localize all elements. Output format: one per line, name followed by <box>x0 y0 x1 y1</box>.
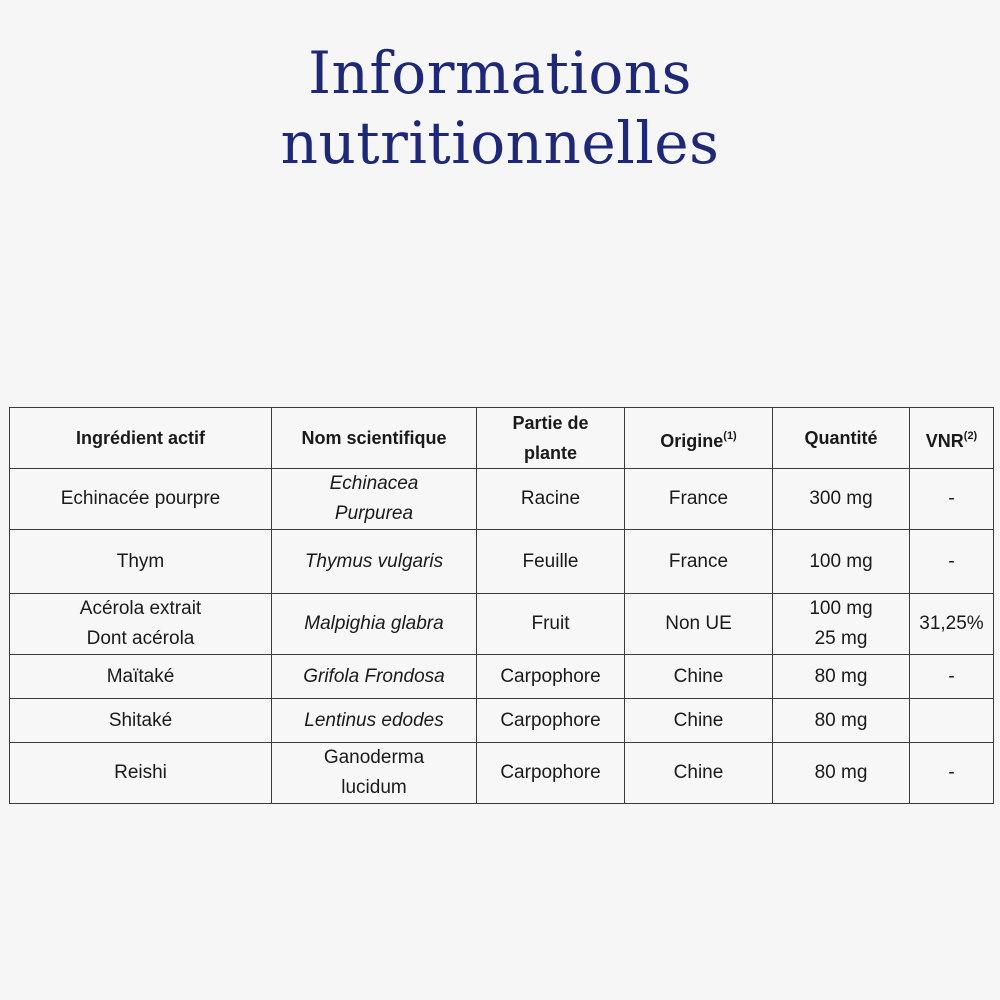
header-plant-part-line-2: plante <box>523 443 577 463</box>
header-plant-part-line-1: Partie de <box>512 413 589 433</box>
cell-origin: Non UE <box>625 594 773 655</box>
title-line-2: nutritionnelles <box>280 109 720 177</box>
cell-origin: France <box>625 469 773 530</box>
cell-vnr: 31,25% <box>910 594 994 655</box>
cell-ingredient-line-2: Dont acérola <box>86 628 195 649</box>
cell-ingredient <box>10 469 272 530</box>
cell-scientific-name: Thymus vulgaris <box>272 530 477 594</box>
cell-plant-part: Racine <box>477 469 625 530</box>
cell-scientific-name: Malpighia glabra <box>272 594 477 655</box>
cell-quantity-line-1: 100 mg <box>809 598 873 619</box>
cell-plant-part: Fruit <box>477 594 625 655</box>
cell-scientific-line-2: Purpurea <box>334 503 414 524</box>
cell-scientific-name: Lentinus edodes <box>272 699 477 743</box>
cell-origin: Chine <box>625 699 773 743</box>
cell-vnr <box>910 699 994 743</box>
cell-quantity: 100 mg <box>773 530 910 594</box>
cell-plant-part: Carpophore <box>477 699 625 743</box>
cell-ingredient-line-1: Acérola extrait <box>79 598 202 619</box>
cell-plant-part: Carpophore <box>477 743 625 804</box>
header-vnr-footnote: (2) <box>963 429 978 442</box>
table-row <box>10 743 994 804</box>
header-origin-label: Origine <box>660 430 724 451</box>
table-row <box>10 655 994 699</box>
cell-quantity-line-2: 25 mg <box>814 628 868 649</box>
cell-quantity: 80 mg <box>773 743 910 804</box>
cell-vnr: - <box>910 655 994 699</box>
header-origin <box>625 408 773 469</box>
cell-vnr: - <box>910 743 994 804</box>
title-line-1: Informations <box>308 39 692 107</box>
table-row <box>10 594 994 655</box>
cell-vnr: - <box>910 530 994 594</box>
header-origin-footnote: (1) <box>723 429 737 442</box>
table-row <box>10 699 994 743</box>
header-ingredient: Ingrédient actif <box>10 408 272 469</box>
cell-plant-part: Carpophore <box>477 655 625 699</box>
cell-origin: France <box>625 530 773 594</box>
header-vnr-label: VNR <box>925 430 964 451</box>
cell-scientific-name: Grifola Frondosa <box>272 655 477 699</box>
cell-scientific-name <box>272 743 477 804</box>
cell-ingredient: Reishi <box>10 743 272 804</box>
cell-quantity: 80 mg <box>773 699 910 743</box>
cell-scientific-name <box>272 469 477 530</box>
table-row <box>10 530 994 594</box>
header-scientific-name: Nom scientifique <box>272 408 477 469</box>
cell-scientific-line-1: Ganoderma <box>323 747 425 768</box>
table-header-row <box>10 408 994 469</box>
cell-origin: Chine <box>625 743 773 804</box>
cell-ingredient: Maïtaké <box>10 655 272 699</box>
cell-scientific-line-1: Echinacea <box>329 473 419 494</box>
cell-quantity: 300 mg <box>773 469 910 530</box>
nutrition-table <box>9 407 994 804</box>
header-vnr <box>910 408 994 469</box>
cell-scientific-line-2: lucidum <box>341 777 407 798</box>
header-quantity: Quantité <box>773 408 910 469</box>
cell-ingredient: Thym <box>10 530 272 594</box>
header-plant-part <box>477 408 625 469</box>
cell-quantity <box>773 594 910 655</box>
cell-quantity: 80 mg <box>773 655 910 699</box>
cell-ingredient: Shitaké <box>10 699 272 743</box>
page-title <box>0 38 1000 178</box>
cell-origin: Chine <box>625 655 773 699</box>
cell-ingredient-line: Echinacée pourpre <box>60 488 221 509</box>
cell-vnr: - <box>910 469 994 530</box>
table-row <box>10 469 994 530</box>
cell-ingredient <box>10 594 272 655</box>
cell-plant-part: Feuille <box>477 530 625 594</box>
